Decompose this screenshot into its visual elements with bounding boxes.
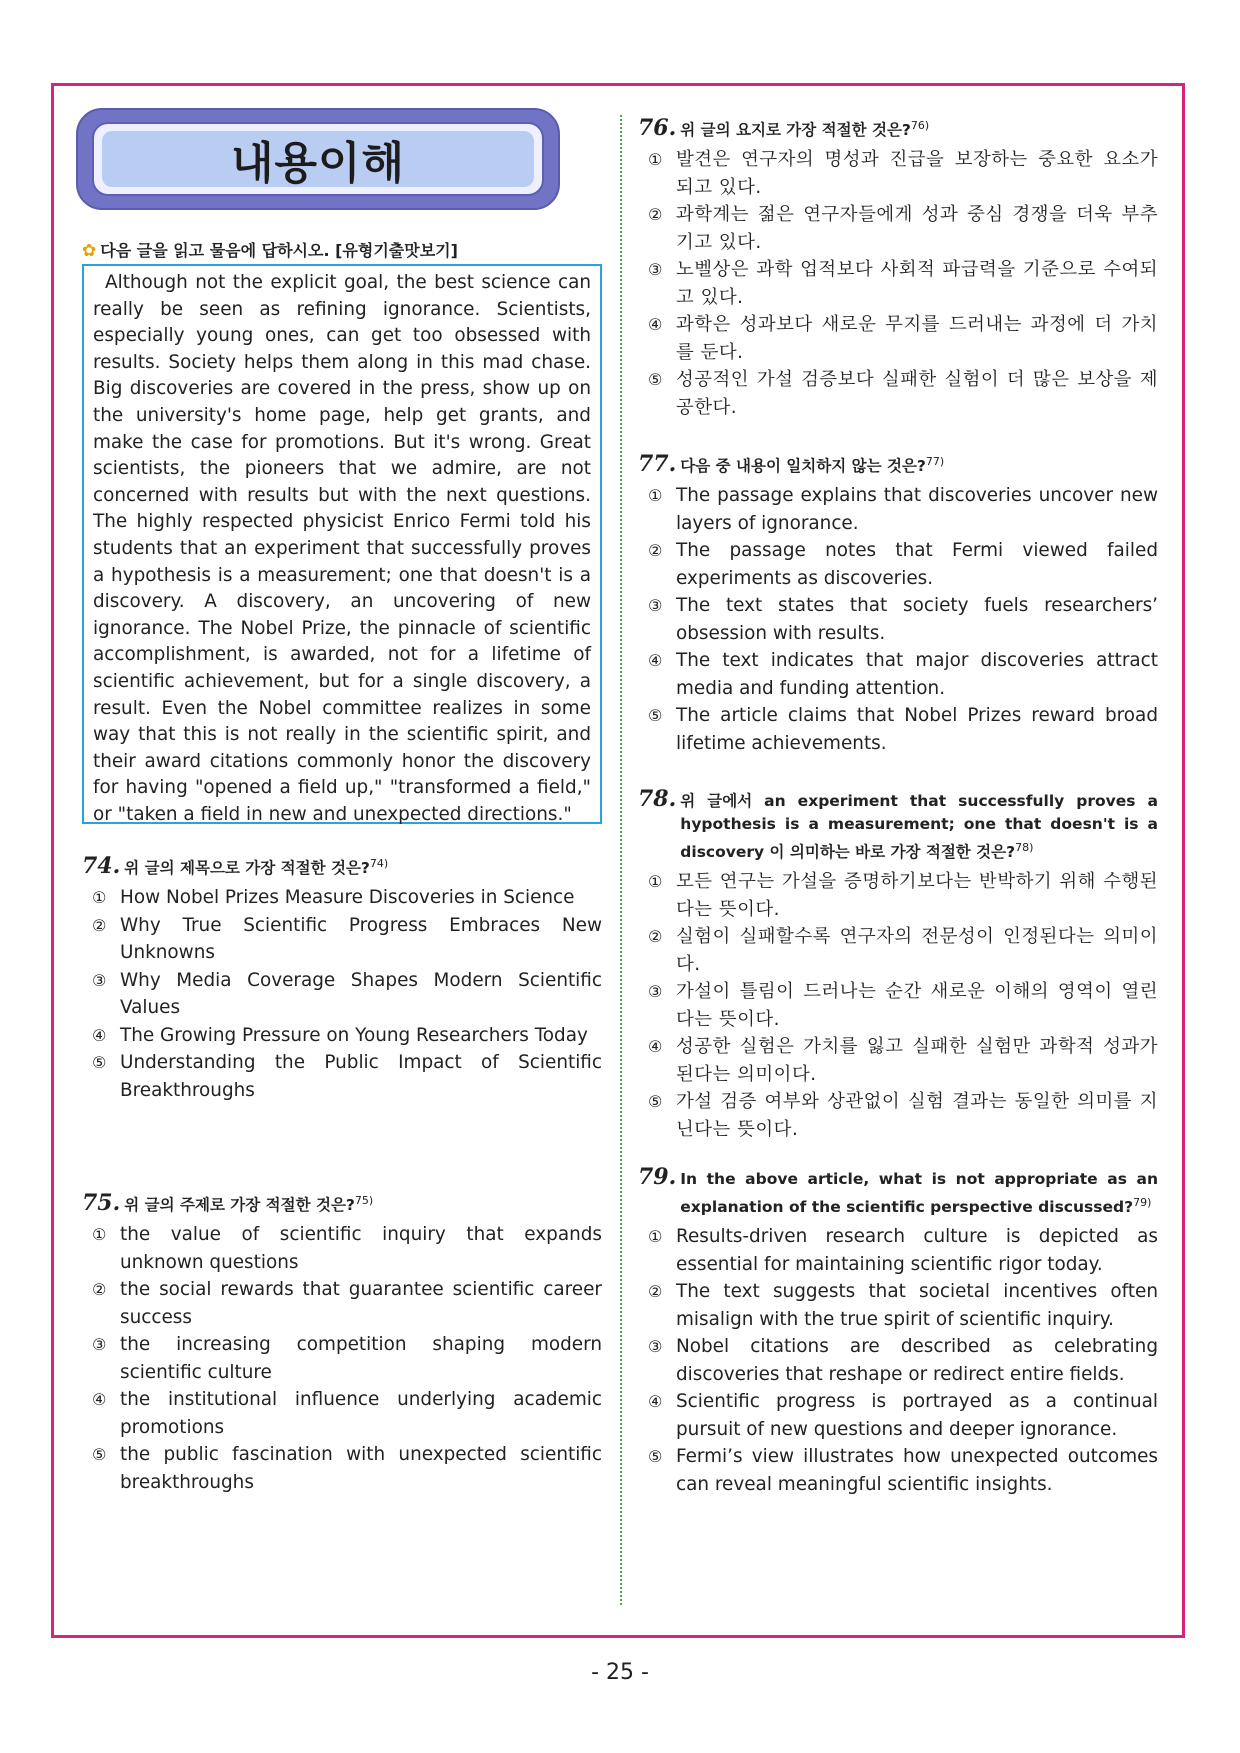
option-mark: ① — [92, 888, 107, 908]
option[interactable] — [638, 482, 1158, 537]
section-title-banner — [76, 108, 560, 210]
option[interactable] — [638, 1088, 1158, 1143]
footnote-ref: 75) — [354, 1194, 374, 1207]
footnote-ref: 77) — [925, 455, 945, 468]
prompt-text: 위 글의 제목으로 가장 적절한 것은? — [124, 859, 370, 878]
question-header — [82, 1189, 602, 1217]
option-text: Nobel citations are described as celebrating discoveries that reshape or redirect entire fields. — [676, 1336, 1158, 1385]
question-number: 78. — [638, 786, 677, 812]
option[interactable] — [82, 967, 602, 1022]
option-text: 실험이 실패할수록 연구자의 전문성이 인정된다는 의미이다. — [676, 926, 1158, 975]
reading-passage: Although not the explicit goal, the best science can really be seen as refining ignorance. Scientists, especially young ones, can get too obsessed with results. Society helps them along in this mad chase. Big discoveries are covered in the press, show up on the university's home page, help get grants, and make the case for promotions. But it's wrong. Great scientists, the pioneers that we admire, are not concerned with results but with the next questions. The highly respected physicist Enrico Fermi told his students that an experiment that successfully proves a hypothesis is a measurement; one that doesn't is a discovery. A discovery, an uncovering of new ignorance. The Nobel Prize, the pinnacle of scientific accomplishment, is awarded, not for a lifetime of scientific achievement, but for a single discovery, a result. Even the Nobel committee realizes in some way that this is not really in the scientific spirit, and their award citations commonly honor the discovery for having "opened a field up," "transformed a field," or "taken a field in new and unexpected directions." — [82, 264, 602, 824]
option-mark: ④ — [648, 1392, 663, 1412]
option-mark: ④ — [648, 1037, 663, 1057]
prompt-text: 다음 중 내용이 일치하지 않는 것은? — [680, 457, 926, 476]
option-mark: ⑤ — [648, 706, 663, 726]
option-text: 과학계는 젊은 연구자들에게 성과 중심 경쟁을 더욱 부추기고 있다. — [676, 204, 1158, 253]
option[interactable] — [638, 702, 1158, 757]
option-mark: ③ — [648, 260, 663, 280]
options-list — [638, 1223, 1158, 1498]
prompt-text: 위 글의 요지로 가장 적절한 것은? — [680, 121, 911, 140]
question-number: 74. — [82, 853, 121, 880]
page-number: - 25 - — [591, 1660, 649, 1685]
question-78 — [638, 788, 1158, 1143]
option[interactable] — [82, 1386, 602, 1441]
option[interactable] — [638, 923, 1158, 978]
option[interactable] — [82, 1221, 602, 1276]
question-76 — [638, 114, 1158, 421]
options-list — [638, 482, 1158, 757]
option-text: The Growing Pressure on Young Researchers Today — [120, 1024, 588, 1046]
option-text: The article claims that Nobel Prizes reward broad lifetime achievements. — [676, 705, 1158, 754]
option-text: 과학은 성과보다 새로운 무지를 드러내는 과정에 더 가치를 둔다. — [676, 314, 1158, 363]
option[interactable] — [638, 868, 1158, 923]
option-text: Scientific progress is portrayed as a continual pursuit of new questions and deeper ignorance. — [676, 1391, 1158, 1440]
footnote-ref: 76) — [910, 119, 930, 132]
option[interactable] — [82, 884, 602, 912]
question-header — [638, 450, 1158, 478]
question-prompt — [680, 450, 1158, 478]
question-number: 76. — [638, 115, 677, 142]
option-text: The passage explains that discoveries uncover new layers of ignorance. — [676, 485, 1158, 534]
flower-icon: ✿ — [82, 241, 97, 261]
option[interactable] — [638, 1223, 1158, 1278]
question-prompt — [680, 1168, 1158, 1219]
column-divider — [620, 115, 622, 1605]
option-text: The passage notes that Fermi viewed failed experiments as discoveries. — [676, 540, 1158, 589]
option-mark: ⑤ — [648, 1447, 663, 1467]
option-mark: ① — [648, 1227, 663, 1247]
option-text: the public fascination with unexpected scientific breakthroughs — [120, 1444, 602, 1493]
option[interactable] — [638, 1278, 1158, 1333]
option[interactable] — [638, 1443, 1158, 1498]
question-number: 79. — [638, 1164, 677, 1190]
option-text: Results-driven research culture is depicted as essential for maintaining scientific rigor today. — [676, 1226, 1158, 1275]
option-text: How Nobel Prizes Measure Discoveries in Science — [120, 887, 575, 909]
option-mark: ① — [92, 1225, 107, 1245]
option-mark: ② — [648, 1282, 663, 1302]
option[interactable] — [82, 1276, 602, 1331]
option-mark: ④ — [92, 1390, 107, 1410]
instruction — [82, 238, 458, 261]
option-mark: ① — [648, 486, 663, 506]
option[interactable] — [82, 1022, 602, 1050]
option[interactable] — [638, 146, 1158, 201]
footnote-ref: 79) — [1133, 1196, 1152, 1209]
options-list — [82, 884, 602, 1104]
option-mark: ① — [648, 872, 663, 892]
option-text: 노벨상은 과학 업적보다 사회적 파급력을 기준으로 수여되고 있다. — [676, 259, 1158, 308]
option[interactable] — [638, 592, 1158, 647]
option-mark: ⑤ — [648, 370, 663, 390]
option-mark: ② — [92, 1280, 107, 1300]
option[interactable] — [638, 978, 1158, 1033]
option-mark: ④ — [92, 1025, 107, 1045]
option-mark: ② — [92, 915, 107, 935]
question-prompt — [124, 852, 602, 880]
option-mark: ③ — [648, 1337, 663, 1357]
option[interactable] — [82, 1441, 602, 1496]
section-title: 내용이해 — [230, 138, 405, 189]
option-text: 성공한 실험은 가치를 잃고 실패한 실험만 과학적 성과가 된다는 의미이다. — [676, 1036, 1158, 1085]
option-text: the increasing competition shaping modern scientific culture — [120, 1334, 602, 1383]
option-mark: ③ — [648, 982, 663, 1002]
option-text: Fermi’s view illustrates how unexpected outcomes can reveal meaningful scientific insights. — [676, 1446, 1158, 1495]
question-header — [638, 114, 1158, 142]
question-prompt — [680, 114, 1158, 142]
option[interactable] — [638, 1388, 1158, 1443]
option[interactable] — [638, 311, 1158, 366]
option-mark: ① — [648, 150, 663, 170]
option-text: Why Media Coverage Shapes Modern Scientific Values — [120, 969, 602, 1019]
option-text: Why True Scientific Progress Embraces New Unknowns — [120, 914, 602, 964]
question-header — [638, 788, 1158, 864]
option-text: the institutional influence underlying academic promotions — [120, 1389, 602, 1438]
question-75 — [82, 1189, 602, 1496]
option-mark: ③ — [92, 1335, 107, 1355]
option[interactable] — [638, 1333, 1158, 1388]
question-prompt — [680, 790, 1158, 864]
option-mark: ② — [648, 541, 663, 561]
option-text: 모든 연구는 가설을 증명하기보다는 반박하기 위해 수행된다는 뜻이다. — [676, 871, 1158, 920]
prompt-text: 위 글에서 an experiment that successfully proves a hypothesis is a measurement; one that doesn't is a discovery 이 의미하는 바로 가장 적절한 것은? — [680, 792, 1158, 862]
options-list — [82, 1221, 602, 1496]
banner-core — [102, 131, 534, 187]
option[interactable] — [82, 912, 602, 967]
question-header — [82, 852, 602, 880]
instruction-text: 다음 글을 읽고 물음에 답하시오. [유형기출맛보기] — [100, 241, 458, 260]
option[interactable] — [638, 201, 1158, 256]
option-mark: ⑤ — [648, 1092, 663, 1112]
option-text: The text suggests that societal incentives often misalign with the true spirit of scientific inquiry. — [676, 1281, 1158, 1330]
question-79 — [638, 1166, 1158, 1498]
option[interactable] — [638, 256, 1158, 311]
options-list — [638, 146, 1158, 421]
option-mark: ⑤ — [92, 1053, 107, 1073]
option-text: Understanding the Public Impact of Scientific Breakthroughs — [120, 1052, 602, 1101]
option-text: 성공적인 가설 검증보다 실패한 실험이 더 많은 보상을 제공한다. — [676, 369, 1158, 418]
option-mark: ② — [648, 927, 663, 947]
option-text: 가설이 틀림이 드러나는 순간 새로운 이해의 영역이 열린다는 뜻이다. — [676, 981, 1158, 1030]
option-mark: ③ — [92, 970, 107, 990]
options-list — [638, 868, 1158, 1143]
option-text: 발견은 연구자의 명성과 진급을 보장하는 중요한 요소가 되고 있다. — [676, 149, 1158, 198]
option-text: 가설 검증 여부와 상관없이 실험 결과는 동일한 의미를 지닌다는 뜻이다. — [676, 1091, 1158, 1140]
question-header — [638, 1166, 1158, 1219]
prompt-text: 위 글의 주제로 가장 적절한 것은? — [124, 1196, 355, 1215]
option[interactable] — [82, 1049, 602, 1104]
option-text: the value of scientific inquiry that expands unknown questions — [120, 1224, 602, 1273]
option[interactable] — [638, 647, 1158, 702]
question-number: 75. — [82, 1190, 121, 1217]
option-mark: ④ — [648, 315, 663, 335]
question-77 — [638, 450, 1158, 757]
option[interactable] — [638, 366, 1158, 421]
option-text: The text indicates that major discoveries attract media and funding attention. — [676, 650, 1158, 699]
option[interactable] — [82, 1331, 602, 1386]
prompt-text: In the above article, what is not appropriate as an explanation of the scientific perspective discussed? — [680, 1170, 1158, 1217]
option-text: the social rewards that guarantee scientific career success — [120, 1279, 602, 1328]
option-text: The text states that society fuels researchers’ obsession with results. — [676, 595, 1158, 644]
banner-inner — [92, 122, 544, 196]
option-mark: ④ — [648, 651, 663, 671]
question-prompt — [124, 1189, 602, 1217]
question-number: 77. — [638, 451, 677, 478]
option-mark: ⑤ — [92, 1445, 107, 1465]
option[interactable] — [638, 1033, 1158, 1088]
option-mark: ③ — [648, 596, 663, 616]
option[interactable] — [638, 537, 1158, 592]
footnote-ref: 74) — [369, 857, 389, 870]
option-mark: ② — [648, 205, 663, 225]
footnote-ref: 78) — [1015, 841, 1034, 854]
question-74 — [82, 852, 602, 1104]
